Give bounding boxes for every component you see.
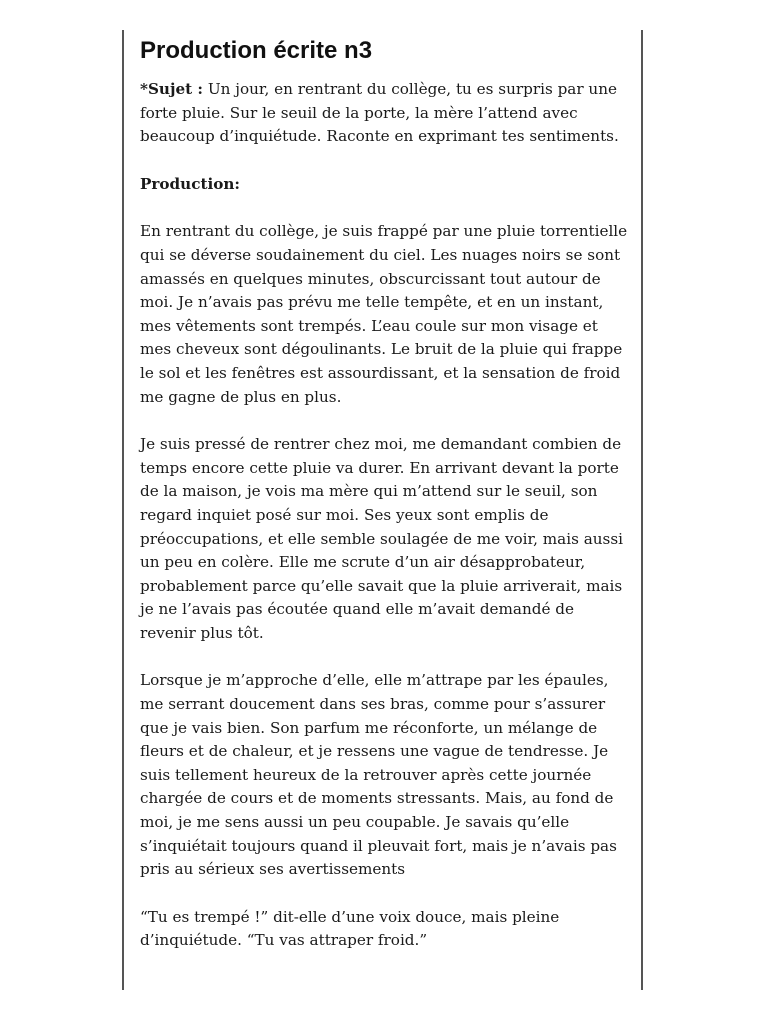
document-content	[140, 36, 632, 977]
production-heading: Production:	[140, 174, 241, 193]
subject-label: *Sujet :	[140, 80, 204, 98]
document-page	[122, 30, 643, 990]
document-title: Production écrite n3	[140, 37, 373, 64]
paragraph-2: Je suis pressé de rentrer chez moi, me demandant combien de temps encore cette pluie va durer. En arrivant devant la porte de la maison, je vois ma mère qui m’attend sur le seuil, son regard inquiet posé sur moi. Ses yeux sont emplis de préoccupations, et elle semble soulagée de me voir, mais aussi un peu en colère. Elle me scrute d’un air désapprobateur, probablement parce qu’elle savait que la pluie arriverait, mais je ne l’avais pas écoutée quand elle m’avait demandé de revenir plus tôt.	[140, 435, 623, 642]
paragraph-4: “Tu es trempé !” dit-elle d’une voix douce, mais pleine d’inquiétude. “Tu vas attraper froid.”	[140, 907, 560, 950]
subject-paragraph	[140, 78, 632, 149]
paragraph-1: En rentrant du collège, je suis frappé par une pluie torrentielle qui se déverse soudainement du ciel. Les nuages noirs se sont amassés en quelques minutes, obscurcissant tout autour de moi. Je n’avais pas prévu me telle tempête, et en un instant, mes vêtements sont trempés. L’eau coule sur mon visage et mes cheveux sont dégoulinants. Le bruit de la pluie qui frappe le sol et les fenêtres est assourdissant, et la sensation de froid me gagne de plus en plus.	[140, 222, 628, 406]
paragraph-3: Lorsque je m’approche d’elle, elle m’attrape par les épaules, me serrant doucement dans ses bras, comme pour s’assurer que je vais bien. Son parfum me réconforte, un mélange de fleurs et de chaleur, et je ressens une vague de tendresse. Je suis tellement heureux de la retrouver après cette journée chargée de cours et de moments stressants. Mais, au fond de moi, je me sens aussi un peu coupable. Je savais qu’elle s’inquiétait toujours quand il pleuvait fort, mais je n’avais pas pris au sérieux ses avertissements	[140, 671, 617, 879]
subject-text: Un jour, en rentrant du collège, tu es surpris par une forte pluie. Sur le seuil de la porte, la mère l’attend avec beaucoup d’inquiétude. Raconte en exprimant tes sentiments.	[140, 80, 619, 146]
